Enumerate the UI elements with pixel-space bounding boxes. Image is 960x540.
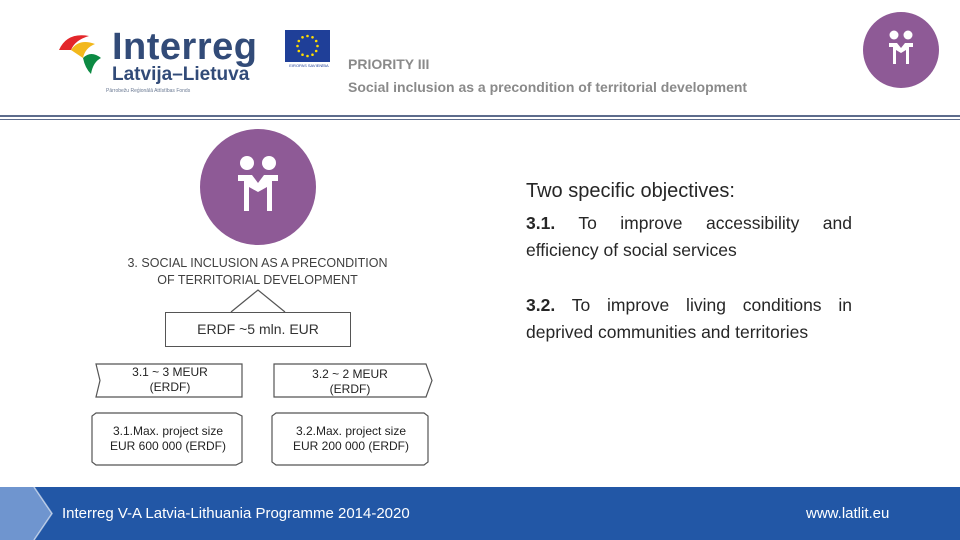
objective-3-2 <box>526 292 852 346</box>
footer-website-link[interactable]: www.latlit.eu <box>806 505 890 522</box>
so31-max-line1: 3.1.Max. project size <box>112 424 224 438</box>
handshake-people-icon <box>863 12 939 88</box>
logo-tagline: Pārrobežu Reģionālā Attīstības Fonds <box>106 88 191 94</box>
objective-3-2-text: To improve living conditions in deprived communities and territories <box>526 295 852 342</box>
erdf-total-box: ERDF ~5 mln. EUR <box>165 312 351 347</box>
so32-max-line1: 3.2.Max. project size <box>295 424 407 438</box>
so32-max-size <box>278 424 424 454</box>
priority-label-line2: OF TERRITORIAL DEVELOPMENT <box>157 273 358 287</box>
so32-budget-line2: (ERDF) <box>329 382 371 396</box>
so31-budget <box>100 365 240 395</box>
footer-chevron-decoration <box>0 487 60 540</box>
so32-budget-line1: 3.2 ~ 2 MEUR <box>312 367 388 381</box>
interreg-logo <box>55 28 109 82</box>
header-divider-thin <box>0 119 960 120</box>
header-divider <box>0 115 960 117</box>
handshake-people-icon-large <box>200 129 316 245</box>
interreg-swirl-icon <box>55 28 109 82</box>
objective-3-2-number: 3.2. <box>526 295 556 315</box>
priority-title: PRIORITY III <box>348 56 430 72</box>
up-arrow-icon <box>230 288 286 314</box>
so31-budget-line1: 3.1 ~ 3 MEUR <box>132 365 208 379</box>
objective-3-1 <box>526 210 852 264</box>
eu-caption: EIROPAS SAVIENĪBA <box>289 63 329 68</box>
objectives-heading: Two specific objectives: <box>526 180 735 202</box>
social-inclusion-icon-small <box>863 12 939 88</box>
eu-flag-icon <box>285 30 330 62</box>
logo-region: Latvija–Lietuva <box>112 64 250 85</box>
social-inclusion-icon <box>200 129 316 245</box>
objective-3-1-number: 3.1. <box>526 213 556 233</box>
so32-max-line2: EUR 200 000 (ERDF) <box>292 439 410 453</box>
logo-wordmark: Interreg <box>112 26 258 68</box>
footer-programme: Interreg V-A Latvia-Lithuania Programme 2014-2020 <box>62 505 410 522</box>
so31-budget-line2: (ERDF) <box>149 380 191 394</box>
priority-label <box>70 255 445 289</box>
objective-3-1-text: To improve accessibility and efficiency of social services <box>526 213 852 260</box>
so32-budget <box>280 367 420 397</box>
priority-subtitle: Social inclusion as a precondition of territorial development <box>348 79 748 95</box>
so31-max-size <box>96 424 240 454</box>
priority-label-line1: 3. SOCIAL INCLUSION AS A PRECONDITION <box>127 256 388 270</box>
so31-max-line2: EUR 600 000 (ERDF) <box>109 439 227 453</box>
